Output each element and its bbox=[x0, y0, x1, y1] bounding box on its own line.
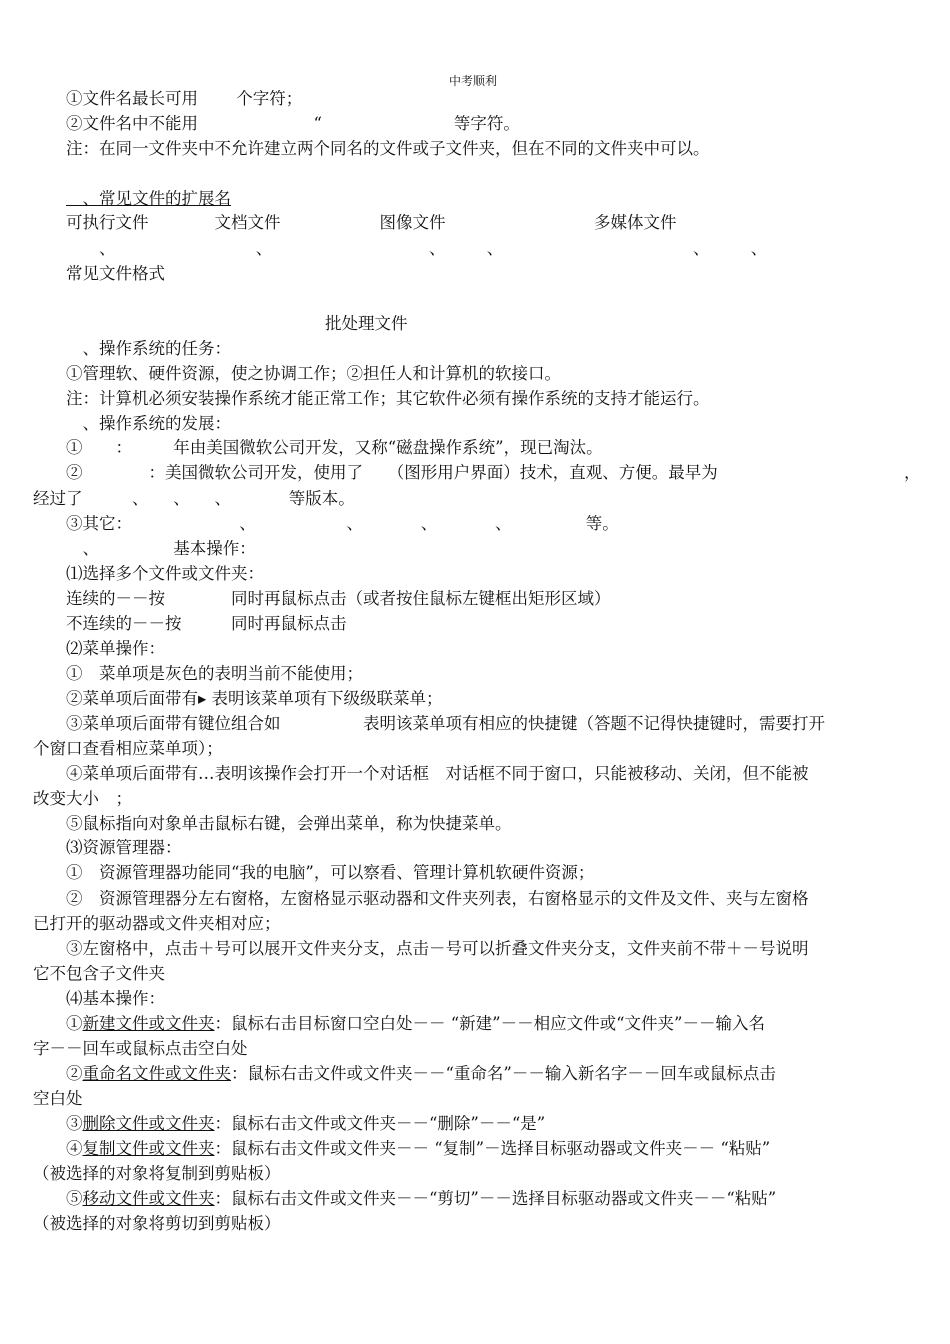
text-line: ④菜单项后面带有…表明该操作会打开一个对话框 对话框不同于窗口，只能被移动、关闭，但不能被 bbox=[66, 764, 809, 783]
op-number: ③ bbox=[66, 1114, 83, 1133]
op-number: ④ bbox=[66, 1139, 83, 1158]
text-line: ⑶资源管理器： bbox=[66, 838, 182, 857]
section-heading: 、常见文件的扩展名 bbox=[66, 189, 231, 208]
op-steps: ：鼠标右击文件或文件夹－－“删除”－－“是” bbox=[214, 1114, 546, 1133]
page-header: 中考顺利 bbox=[449, 74, 498, 88]
op-number: ⑤ bbox=[66, 1189, 83, 1208]
text-line: ⑤鼠标指向对象单击鼠标右键，会弹出菜单，称为快捷菜单。 bbox=[66, 814, 512, 833]
text-line: 、 、 、 、 、 、 bbox=[66, 239, 768, 258]
text-line: ① ： 年由美国微软公司开发，又称“磁盘操作系统”，现已淘汰。 bbox=[66, 438, 603, 457]
op-number: ② bbox=[66, 1064, 83, 1083]
text-line: ③其它： 、 、 、 、 等。 bbox=[66, 514, 619, 533]
text-line: ② ：美国微软公司开发，使用了 （图形用户界面）技术，直观、方便。最早为 bbox=[66, 463, 718, 482]
text-line: ②菜单项后面带有▸ 表明该菜单项有下级级联菜单； bbox=[66, 689, 443, 708]
section-heading: 、操作系统的任务： bbox=[66, 339, 231, 358]
op-name: 删除文件或文件夹 bbox=[82, 1114, 215, 1133]
text-line: 注：在同一文件夹中不允许建立两个同名的文件或子文件夹，但在不同的文件夹中可以。 bbox=[66, 139, 710, 158]
text-line: ①管理软、硬件资源，使之协调工作；②担任人和计算机的软接口。 bbox=[66, 364, 561, 383]
op-number: ① bbox=[66, 1014, 83, 1033]
text-line: 常见文件格式 bbox=[66, 264, 165, 283]
text-line: 经过了 、 、 、 等版本。 bbox=[33, 489, 355, 508]
text-line: 空白处 bbox=[33, 1089, 83, 1108]
text-line: ， bbox=[904, 463, 918, 482]
text-line: 不连续的－－按 同时再鼠标点击 bbox=[66, 614, 347, 633]
text-line: 它不包含子文件夹 bbox=[33, 964, 165, 983]
operation-delete bbox=[66, 1114, 545, 1134]
text-line: ③左窗格中，点击＋号可以展开文件夹分支，点击－号可以折叠文件夹分支，文件夹前不带＋－号说明 bbox=[66, 939, 809, 958]
op-steps: ：鼠标右击文件或文件夹－－“重命名”－－输入新名字－－回车或鼠标点击 bbox=[231, 1064, 776, 1083]
section-heading: 、 基本操作： bbox=[66, 539, 256, 558]
text-line: ⑴选择多个文件或文件夹： bbox=[66, 564, 264, 583]
operation-move bbox=[66, 1189, 776, 1209]
text-line: ② 资源管理器分左右窗格，左窗格显示驱动器和文件夹列表，右窗格显示的文件及文件、夹与左窗格 bbox=[66, 889, 809, 908]
op-steps: ：鼠标右击文件或文件夹－－“剪切”－－选择目标驱动器或文件夹－－“粘贴” bbox=[214, 1189, 777, 1208]
op-name: 移动文件或文件夹 bbox=[82, 1189, 215, 1208]
op-name: 复制文件或文件夹 bbox=[82, 1139, 215, 1158]
text-line: 已打开的驱动器或文件夹相对应； bbox=[33, 914, 281, 933]
section-heading: 、操作系统的发展： bbox=[66, 414, 231, 433]
op-steps: ：鼠标右击文件或文件夹－－ “复制”－选择目标驱动器或文件夹－－ “粘贴” bbox=[214, 1139, 771, 1158]
text-line: ①文件名最长可用 个字符； bbox=[66, 89, 303, 108]
text-line: 可执行文件 文档文件 图像文件 多媒体文件 bbox=[66, 213, 677, 232]
text-line: ⑷基本操作： bbox=[66, 989, 165, 1008]
text-line: 批处理文件 bbox=[325, 314, 408, 333]
text-line: 字－－回车或鼠标点击空白处 bbox=[33, 1039, 248, 1058]
text-line: ②文件名中不能用 “ 等字符。 bbox=[66, 114, 520, 133]
op-name: 重命名文件或文件夹 bbox=[82, 1064, 231, 1083]
op-steps: ：鼠标右击目标窗口空白处－－ “新建”－－相应文件或“文件夹”－－输入名 bbox=[214, 1014, 765, 1033]
text-line: （被选择的对象将复制到剪贴板） bbox=[33, 1164, 281, 1183]
text-line: ③菜单项后面带有键位组合如 表明该菜单项有相应的快捷键（答题不记得快捷键时，需要打开 bbox=[66, 714, 825, 733]
text-line: （被选择的对象将剪切到剪贴板） bbox=[33, 1214, 281, 1233]
text-line: ① 资源管理器功能同“我的电脑”，可以察看、管理计算机软硬件资源； bbox=[66, 863, 595, 882]
text-line: ① 菜单项是灰色的表明当前不能使用； bbox=[66, 664, 363, 683]
text-line: 注：计算机必须安装操作系统才能正常工作；其它软件必须有操作系统的支持才能运行。 bbox=[66, 389, 710, 408]
text-line: 连续的－－按 同时再鼠标点击（或者按住鼠标左键框出矩形区域） bbox=[66, 589, 611, 608]
operation-new bbox=[66, 1014, 765, 1034]
text-line: 个窗口查看相应菜单项）； bbox=[33, 739, 223, 758]
op-name: 新建文件或文件夹 bbox=[82, 1014, 215, 1033]
text-line: 改变大小 ； bbox=[33, 789, 132, 808]
operation-copy bbox=[66, 1139, 770, 1159]
text-line: ⑵菜单操作： bbox=[66, 639, 165, 658]
operation-rename bbox=[66, 1064, 776, 1084]
